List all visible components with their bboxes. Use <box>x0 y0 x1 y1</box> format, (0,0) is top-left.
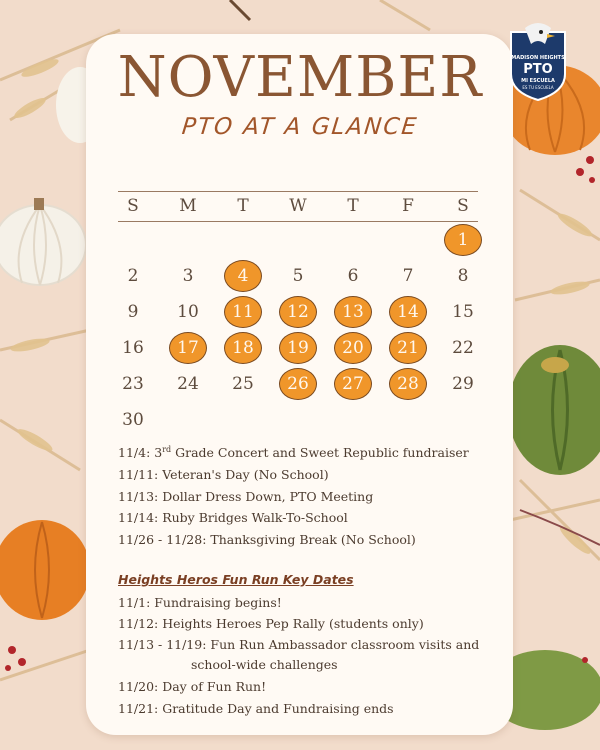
calendar-day: 5 <box>292 266 304 286</box>
calendar-day: 6 <box>347 266 359 286</box>
calendar-day: 29 <box>452 374 474 394</box>
event-item: 11/11: Veteran's Day (No School) <box>118 467 329 482</box>
highlighted-day: 19 <box>279 332 317 364</box>
calendar-header-divider <box>118 221 478 222</box>
calendar-top-divider <box>118 191 478 192</box>
highlighted-day: 11 <box>224 296 262 328</box>
weekday-label: T <box>347 196 359 216</box>
logo-text-line1: MADISON HEIGHTS <box>511 55 565 61</box>
calendar-day: 24 <box>177 374 199 394</box>
weekday-label: S <box>457 196 469 216</box>
highlighted-day: 20 <box>334 332 372 364</box>
event-item: 11/4: 3rd Grade Concert and Sweet Republic fundraiser <box>118 445 469 461</box>
event-item: 11/13: Dollar Dress Down, PTO Meeting <box>118 489 374 504</box>
calendar-day: 9 <box>127 302 139 322</box>
highlighted-day: 12 <box>279 296 317 328</box>
funrun-item: 11/1: Fundraising begins! <box>118 595 282 610</box>
funrun-item: school-wide challenges <box>191 657 338 672</box>
weekday-label: M <box>179 196 197 216</box>
calendar-day: 2 <box>127 266 139 286</box>
calendar-day: 15 <box>452 302 474 322</box>
calendar-day: 7 <box>402 266 414 286</box>
funrun-item: 11/20: Day of Fun Run! <box>118 679 267 694</box>
weekday-label: T <box>237 196 249 216</box>
calendar-day: 3 <box>182 266 194 286</box>
weekday-label: F <box>402 196 414 216</box>
calendar-day: 23 <box>122 374 144 394</box>
highlighted-day: 28 <box>389 368 427 400</box>
funrun-heading: Heights Heros Fun Run Key Dates <box>118 572 354 587</box>
calendar-day: 10 <box>177 302 199 322</box>
highlighted-day: 4 <box>224 260 262 292</box>
highlighted-day: 14 <box>389 296 427 328</box>
highlighted-day: 18 <box>224 332 262 364</box>
logo-text-line3: MI ESCUELA <box>521 78 555 84</box>
calendar-day: 25 <box>232 374 254 394</box>
funrun-item: 11/12: Heights Heroes Pep Rally (students only) <box>118 616 424 631</box>
highlighted-day: 27 <box>334 368 372 400</box>
highlighted-day: 26 <box>279 368 317 400</box>
weekday-label: S <box>127 196 139 216</box>
highlighted-day: 1 <box>444 224 482 256</box>
weekday-label: W <box>289 196 307 216</box>
event-item: 11/14: Ruby Bridges Walk-To-School <box>118 510 348 525</box>
page-title: NOVEMBER <box>117 45 483 110</box>
calendar-day: 16 <box>122 338 144 358</box>
funrun-item: 11/13 - 11/19: Fun Run Ambassador classroom visits and <box>118 637 480 652</box>
highlighted-day: 13 <box>334 296 372 328</box>
calendar-day: 30 <box>122 410 144 430</box>
highlighted-day: 17 <box>169 332 207 364</box>
logo-text-line4: ES TU ESCUELA <box>522 85 554 90</box>
event-item: 11/26 - 11/28: Thanksgiving Break (No School) <box>118 532 416 547</box>
page-subtitle: PTO AT A GLANCE <box>180 114 420 140</box>
funrun-item: 11/21: Gratitude Day and Fundraising ends <box>118 701 394 716</box>
highlighted-day: 21 <box>389 332 427 364</box>
calendar-day: 22 <box>452 338 474 358</box>
logo-text-line2: PTO <box>523 62 553 77</box>
calendar-day: 8 <box>457 266 469 286</box>
